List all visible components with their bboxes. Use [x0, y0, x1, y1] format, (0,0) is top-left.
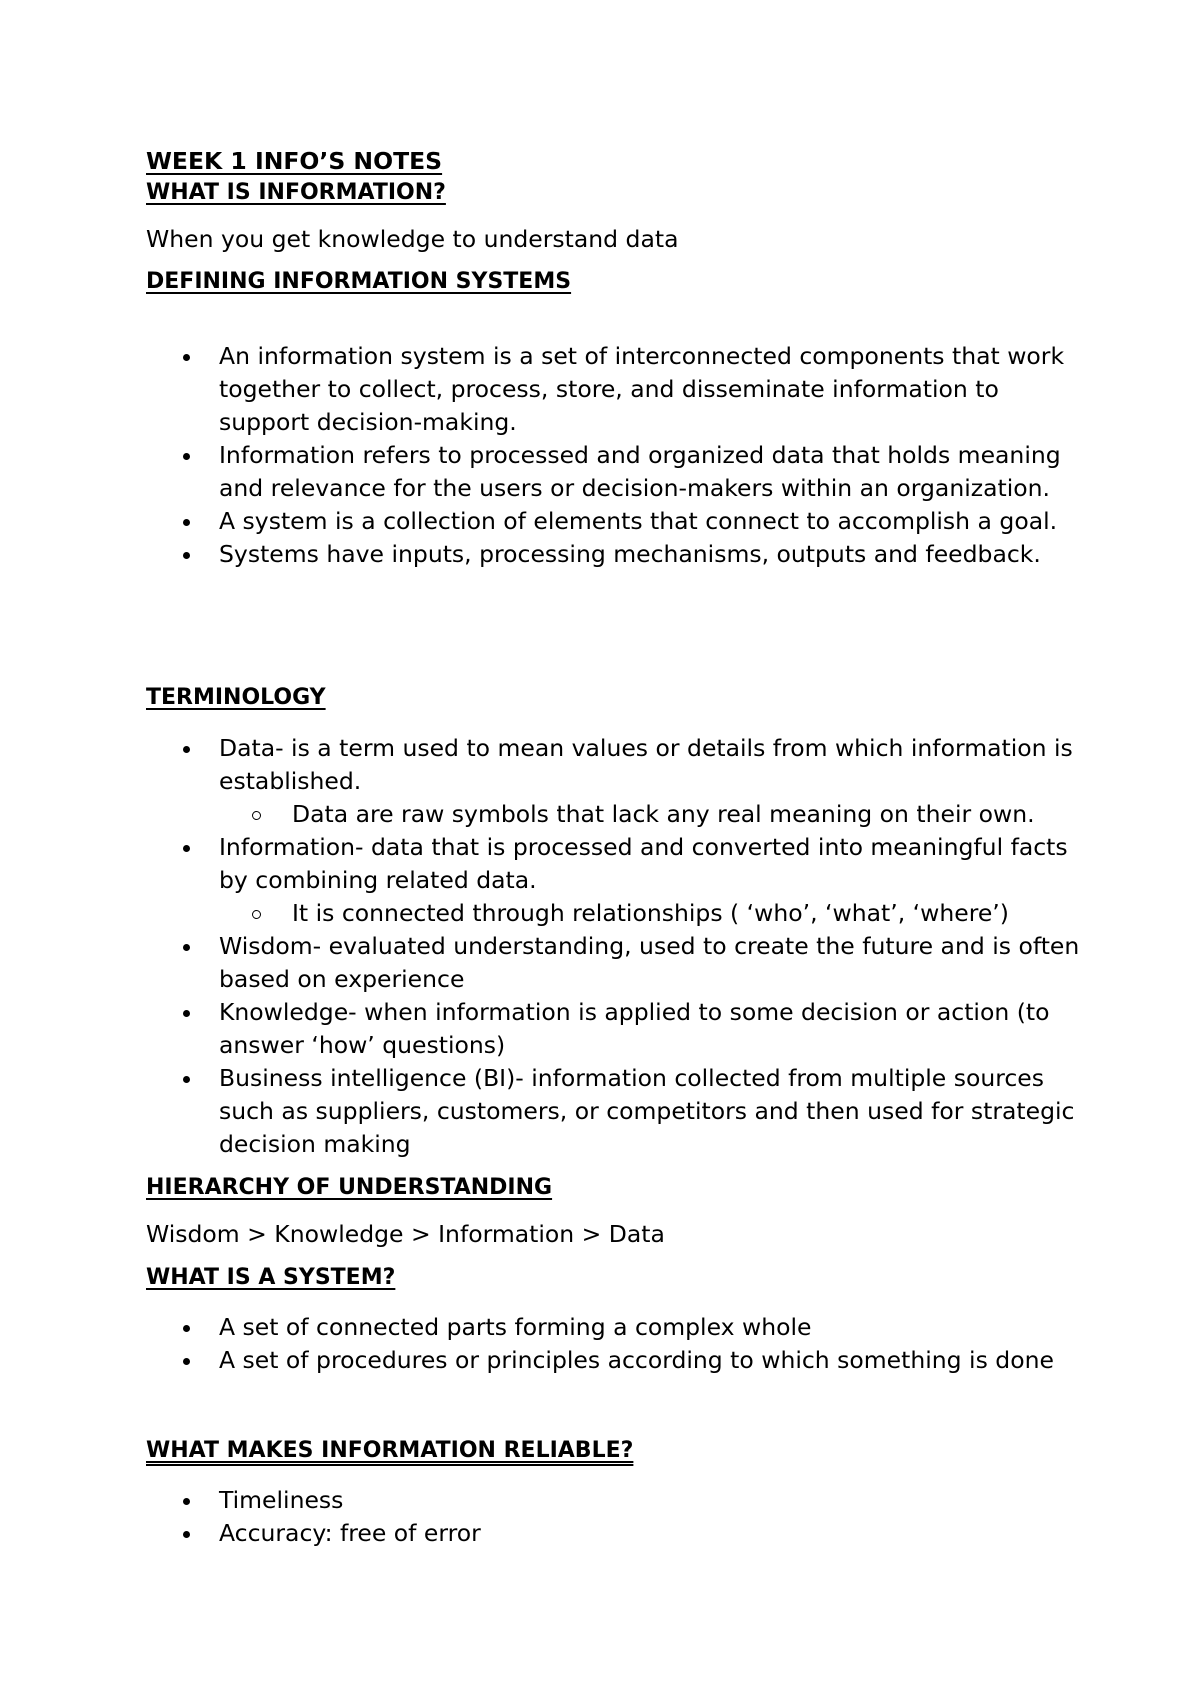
list-item: Data- is a term used to mean values or details from which information is established. Data are raw symbols that lack any real meaning on their own. [146, 732, 1086, 831]
bullet-icon [183, 552, 190, 559]
list-item: Accuracy: free of error [146, 1517, 1086, 1550]
list-item: Information- data that is processed and converted into meaningful facts by combining related data. It is connected through relationships ( ‘who’, ‘what’, ‘where’) [146, 831, 1086, 930]
list-reliable-information [146, 1484, 1086, 1550]
list-item: A system is a collection of elements that connect to accomplish a goal. [146, 505, 1086, 538]
heading-what-makes-information-reliable: WHAT MAKES INFORMATION RELIABLE? [146, 1438, 634, 1463]
list-item: Timeliness [146, 1484, 1086, 1517]
list-item: Knowledge- when information is applied to some decision or action (to answer ‘how’ questions) [146, 996, 1086, 1062]
bullet-icon [183, 1498, 190, 1505]
list-item: A set of connected parts forming a complex whole [146, 1311, 1086, 1344]
heading-hierarchy-of-understanding: HIERARCHY OF UNDERSTANDING [146, 1175, 553, 1200]
list-item: Wisdom- evaluated understanding, used to create the future and is often based on experience [146, 930, 1086, 996]
heading-terminology: TERMINOLOGY [146, 685, 326, 710]
heading-what-is-a-system: WHAT IS A SYSTEM? [146, 1265, 396, 1290]
bullet-icon [183, 354, 190, 361]
bullet-icon [183, 519, 190, 526]
list-item: An information system is a set of interconnected components that work together to collect, process, store, and disseminate information to support decision-making. [146, 340, 1086, 439]
bullet-icon [183, 1358, 190, 1365]
heading-defining-information-systems: DEFINING INFORMATION SYSTEMS [146, 269, 572, 294]
sub-list-item: It is connected through relationships ( ‘who’, ‘what’, ‘where’) [219, 897, 1086, 930]
sub-list [219, 897, 1086, 930]
list-terminology [146, 732, 1086, 1161]
paragraph-information-definition: When you get knowledge to understand data [146, 225, 679, 253]
list-item: Information refers to processed and organized data that holds meaning and relevance for the users or decision-makers within an organization. [146, 439, 1086, 505]
list-what-is-a-system [146, 1311, 1086, 1377]
bullet-icon [183, 1325, 190, 1332]
sub-list [219, 798, 1086, 831]
sub-list-item: Data are raw symbols that lack any real meaning on their own. [219, 798, 1086, 831]
list-item: Systems have inputs, processing mechanisms, outputs and feedback. [146, 538, 1086, 571]
bullet-icon [183, 453, 190, 460]
bullet-icon [183, 845, 190, 852]
hollow-bullet-icon [252, 811, 261, 820]
heading-what-is-information: WHAT IS INFORMATION? [146, 180, 446, 205]
list-item: A set of procedures or principles according to which something is done [146, 1344, 1086, 1377]
list-defining-information-systems [146, 340, 1086, 571]
list-item: Business intelligence (BI)- information collected from multiple sources such as suppliers, customers, or competitors and then used for strategic decision making [146, 1062, 1086, 1161]
bullet-icon [183, 944, 190, 951]
bullet-icon [183, 1010, 190, 1017]
bullet-icon [183, 1531, 190, 1538]
paragraph-hierarchy: Wisdom > Knowledge > Information > Data [146, 1220, 665, 1248]
hollow-bullet-icon [252, 910, 261, 919]
bullet-icon [183, 1076, 190, 1083]
document-title: WEEK 1 INFO’S NOTES [146, 147, 443, 175]
bullet-icon [183, 746, 190, 753]
